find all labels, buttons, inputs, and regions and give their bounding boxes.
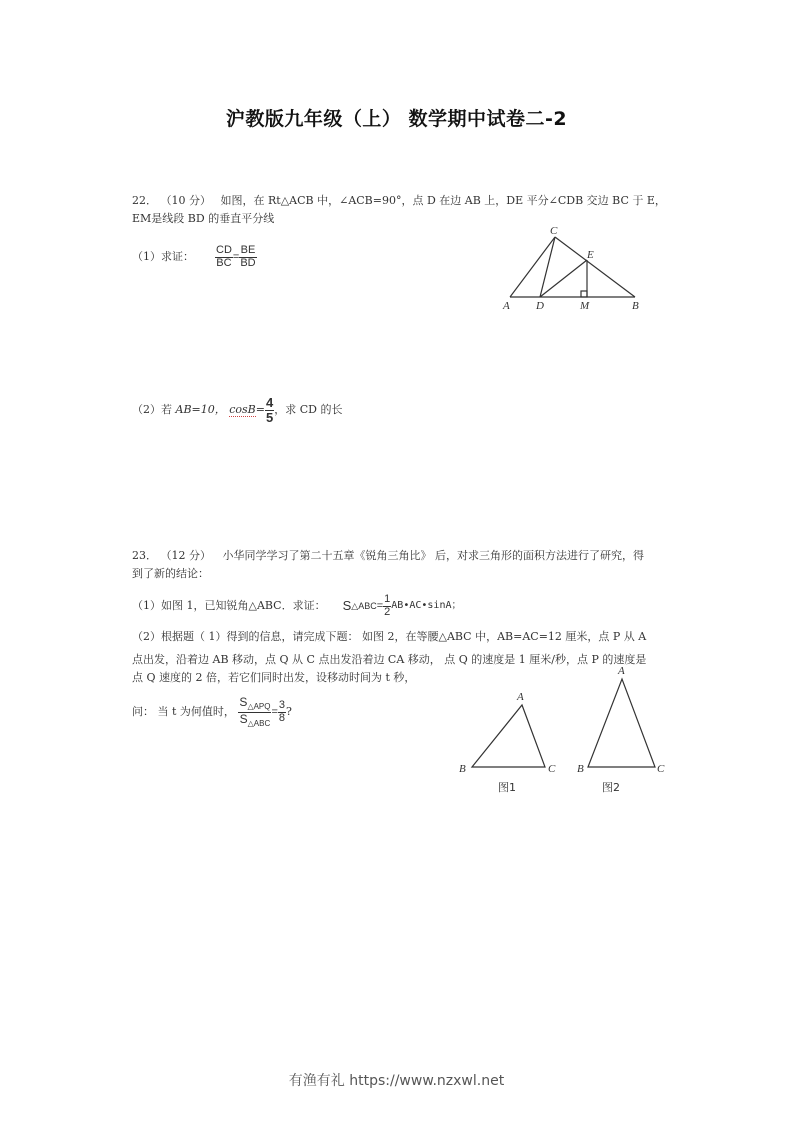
q23-part2-line2: 点出发，沿着边 AB 移动，点 Q 从 C 点出发沿着边 CA 移动， 点 Q 的速度是 1 厘米/秒，点 P 的速度是 [132,653,647,666]
q23-stem-line2: 到了新的结论： [132,567,209,580]
q23-question: 问： 当 t 为何值时， $\frac{S_{\triangle APQ}}{S_{\triangle ABC}}$ = $\frac{3}{8}$ ? [132,695,292,728]
label-a: A [503,300,510,312]
label-m: M [580,300,590,312]
q23-number: 23． [132,549,157,562]
q23-part2-line3: 点 Q 速度的 2 倍，若它们同时出发，设移动时间为 t 秒， [132,671,416,684]
fig1-label-b: B [459,763,466,775]
q23-part1-formula-tail: AB•AC•sinA； [391,600,462,611]
fig1-label-c: C [548,763,556,775]
q22-triangle-figure [495,222,655,317]
label-d: D [536,300,544,312]
q23-part1-label: （1）如图 1，已知锐角△ABC．求证： [132,599,326,612]
q23-part1: （1）如图 1，已知锐角△ABC．求证： S△ABC= $\frac{1}{2}$ AB•AC•sinA； [132,592,462,618]
q22-part2-label: （2）若 [132,403,172,417]
fraction-cd-bc: $\frac{CD}{BC}$ [216,243,232,269]
q22-stem-text: 如图，在 Rt△ACB 中，∠ACB=90°，点 D 在边 AB 上，DE 平分∠CDB 交边 BC 于 E， [220,194,666,207]
q22-stem-line2: EM是线段 BD 的垂直平分线 [132,212,275,225]
q22-part2-tail: ，求 CD 的长 [274,403,343,417]
fraction-4-5: $\frac{4}{5}$ [265,395,274,425]
q22-part2-ab: AB=10， [175,403,226,417]
figure2-triangle [588,679,655,767]
q23-stem-text: 小华同学学习了第二十五章《锐角三角比》 后，对求三角形的面积方法进行了研究，得 [222,549,644,562]
q22-part1-label: （1）求证： [132,250,194,263]
q23-points: （12 分） [160,549,211,562]
fig2-label-a: A [618,665,625,677]
fig2-label-c: C [657,763,665,775]
page-title: 沪教版九年级（上） 数学期中试卷二-2 [225,108,568,130]
q22-number: 22． [132,194,157,207]
fraction-area-ratio: $\frac{S_{\triangle APQ}}{S_{\triangle ABC}}$ [239,695,271,728]
segment-ac [510,237,555,297]
right-angle-mark [581,291,587,297]
q22-part1: （1）求证： $\frac{CD}{BC}$ = $\frac{BE}{BD}$ [132,243,256,269]
fig1-label-a: A [517,691,524,703]
q23-stem-line1 [132,546,644,566]
q22-part2-cos: cosB [229,403,256,417]
footer-watermark: 有渔有礼 https://www.nzxwl.net [288,1073,505,1089]
fig2-caption: 图2 [602,781,620,794]
q23-question-label: 问： 当 t 为何值时， [132,705,235,719]
q23-figures [450,660,680,800]
fig1-caption: 图1 [498,781,516,794]
fig2-label-b: B [577,763,584,775]
segment-de [540,260,587,297]
q22-points: （10 分） [160,194,211,207]
fraction-1-2: $\frac{1}{2}$ [384,592,391,618]
q22-part2: （2）若 AB=10， cosB= $\frac{4}{5}$ ，求 CD 的长 [132,395,343,425]
fraction-3-8: $\frac{3}{8}$ [278,699,286,724]
segment-cb [555,237,635,297]
q23-part2-line1: （2）根据题（ 1）得到的信息，请完成下题： 如图 2，在等腰△ABC 中，AB=AC=12 厘米，点 P 从 A [132,630,647,643]
fraction-be-bd: $\frac{BE}{BD}$ [240,243,256,269]
label-b: B [632,300,639,312]
figure1-triangle [472,705,545,767]
label-e: E [587,249,594,261]
label-c: C [550,225,558,237]
q22-stem-line1 [132,191,666,211]
